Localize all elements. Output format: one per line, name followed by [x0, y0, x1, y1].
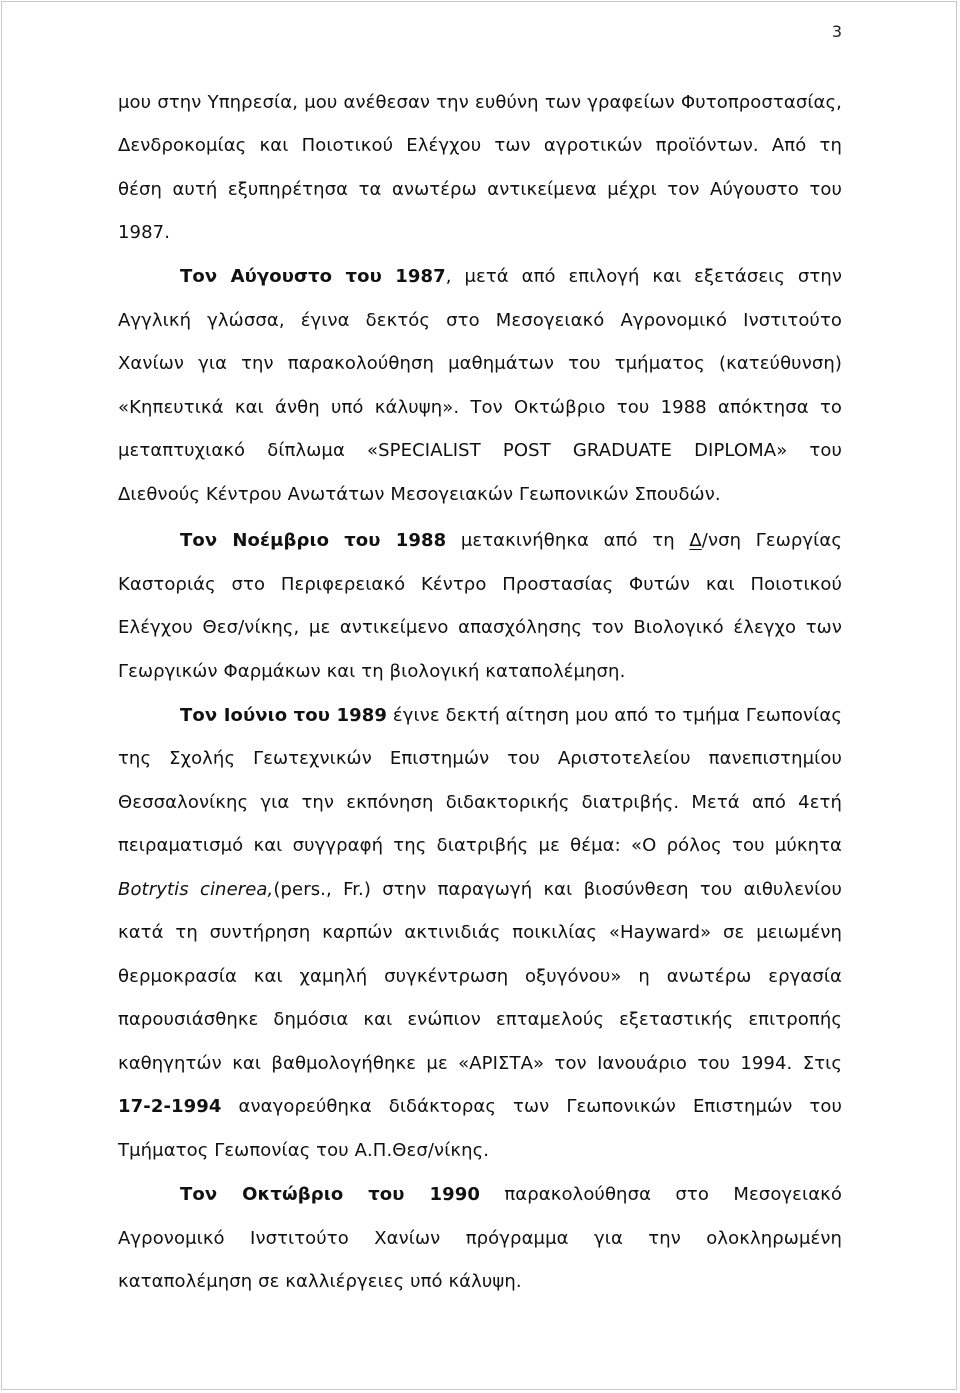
paragraph-2-line-6: Διεθνούς Κέντρου Ανωτάτων Μεσογειακών Γεωπονικών Σπουδών. — [118, 484, 721, 505]
paragraph-4-line-5 — [118, 879, 842, 901]
paragraph-1-line-2: Δενδροκομίας και Ποιοτικού Ελέγχου των αγροτικών προϊόντων. Από τη — [118, 135, 842, 156]
paragraph-4-line-4: πειραματισμό και συγγραφή της διατριβής με θέμα: «Ο ρόλος του μύκητα — [118, 835, 842, 856]
paragraph-2-line-2: Αγγλική γλώσσα, έγινα δεκτός στο Μεσογειακό Αγρονομικό Ινστιτούτο — [118, 310, 842, 331]
paragraph-3-line-4: Γεωργικών Φαρμάκων και τη βιολογική καταπολέμηση. — [118, 661, 626, 682]
paragraph-4-line-5-text: (pers., Fr.) στην παραγωγή και βιοσύνθεση του αιθυλενίου — [273, 879, 842, 900]
paragraph-3-line-3: Ελέγχου Θεσ/νίκης, με αντικείμενο απασχόλησης τον Βιολογικό έλεγχο των — [118, 617, 842, 638]
paragraph-5-line-1 — [180, 1184, 842, 1206]
paragraph-4-line-10-text: αναγορεύθηκα διδάκτορας των Γεωπονικών Επιστημών του — [221, 1096, 842, 1117]
paragraph-4-line-2: της Σχολής Γεωτεχνικών Επιστημών του Αριστοτελείου πανεπιστημίου — [118, 748, 842, 769]
species-name: Botrytis cinerea, — [118, 879, 274, 900]
paragraph-3-line-2: Καστοριάς στο Περιφερειακό Κέντρο Προστασίας Φυτών και Ποιοτικού — [118, 574, 842, 595]
paragraph-4-line-9: καθηγητών και βαθμολογήθηκε με «ΑΡΙΣΤΑ» τον Ιανουάριο του 1994. Στις — [118, 1053, 842, 1074]
paragraph-4-line-1 — [180, 705, 842, 727]
paragraph-2-line-5: μεταπτυχιακό δίπλωμα «SPECIALIST POST GRADUATE DIPLOMA» του — [118, 440, 842, 461]
paragraph-4-line-11: Τμήματος Γεωπονίας του Α.Π.Θεσ/νίκης. — [118, 1140, 490, 1161]
paragraph-4-line-6: κατά τη συντήρηση καρπών ακτινιδιάς ποικιλίας «Hayward» σε μειωμένη — [118, 922, 842, 943]
paragraph-1-line-3: θέση αυτή εξυπηρέτησα τα ανωτέρω αντικείμενα μέχρι τον Αύγουστο του — [118, 179, 842, 200]
paragraph-2-line-3: Χανίων για την παρακολούθηση μαθημάτων του τμήματος (κατεύθυνση) — [118, 353, 842, 374]
paragraph-3-text-b: /νση Γεωργίας — [701, 530, 843, 551]
page-border — [1, 1, 957, 1390]
paragraph-1-line-4: 1987. — [118, 222, 171, 243]
paragraph-5-line-3: καταπολέμηση σε καλλιέργειες υπό κάλυψη. — [118, 1271, 522, 1292]
page-number: 3 — [831, 22, 842, 41]
paragraph-3-text-a: μετακινήθηκα από τη — [446, 530, 690, 551]
paragraph-4-line-3: Θεσσαλονίκης για την εκπόνηση διδακτορικής διατριβής. Μετά από 4ετή — [118, 792, 842, 813]
paragraph-5-line-2: Αγρονομικό Ινστιτούτο Χανίων πρόγραμμα για την ολοκληρωμένη — [118, 1228, 842, 1249]
paragraph-5-line-1-text: παρακολούθησα στο Μεσογειακό — [479, 1184, 842, 1205]
paragraph-4-date: Τον Ιούνιο του 1989 — [180, 705, 387, 726]
paragraph-4-line-8: παρουσιάσθηκε δημόσια και ενώπιον επταμελούς εξεταστικής επιτροπής — [118, 1009, 842, 1030]
paragraph-3-line-1 — [180, 530, 842, 552]
paragraph-4-line-10 — [118, 1096, 842, 1118]
paragraph-2-date: Τον Αύγουστο του 1987 — [180, 266, 446, 287]
paragraph-2-line-1 — [180, 266, 842, 288]
paragraph-3-delta: Δ — [689, 530, 702, 551]
paragraph-4-line-7: θερμοκρασία και χαμηλή συγκέντρωση οξυγόνου» η ανωτέρω εργασία — [118, 966, 842, 987]
paragraph-2-line-1-text: , μετά από επιλογή και εξετάσεις στην — [445, 266, 843, 287]
paragraph-4-line-1-text: έγινε δεκτή αίτηση μου από το τμήμα Γεωπονίας — [386, 705, 842, 726]
paragraph-1-line-1: μου στην Υπηρεσία, μου ανέθεσαν την ευθύνη των γραφείων Φυτοπροστασίας, — [118, 92, 842, 113]
doctorate-date: 17-2-1994 — [118, 1096, 222, 1117]
paragraph-2-line-4: «Κηπευτικά και άνθη υπό κάλυψη». Τον Οκτώβριο του 1988 απόκτησα το — [118, 397, 842, 418]
paragraph-3-date: Τον Νοέμβριο του 1988 — [180, 530, 447, 551]
paragraph-5-date: Τον Οκτώβριο του 1990 — [180, 1184, 480, 1205]
